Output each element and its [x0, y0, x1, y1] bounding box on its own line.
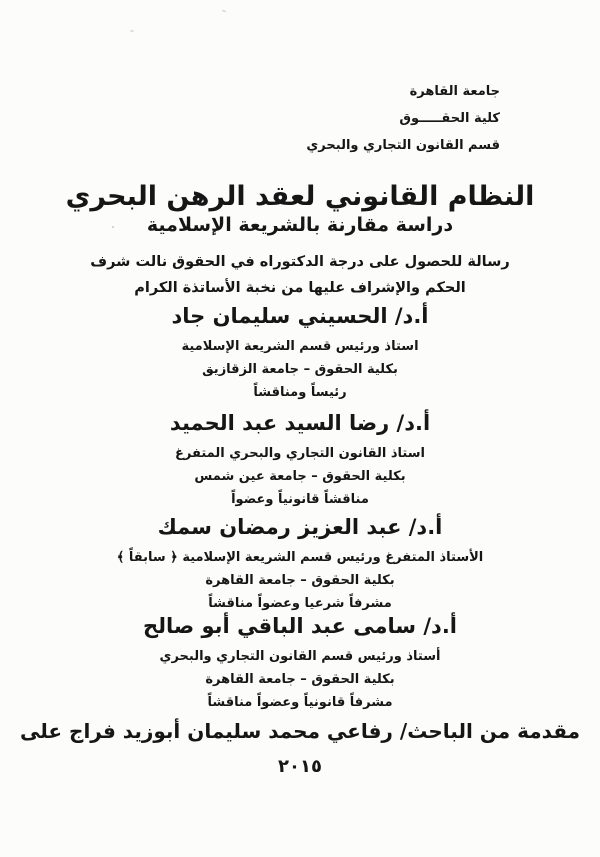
committee-member-2 — [0, 408, 600, 511]
professor-faculty: بكلية الحقوق – جامعة القاهرة — [205, 573, 395, 588]
professor-capacity: مناقشاً قانونياً وعضواً — [231, 492, 369, 507]
professor-capacity: مشرفاً شرعيا وعضواً مناقشاً — [208, 596, 392, 611]
statement-line-2: الحكم والإشراف عليها من نخبة الأساتذة الكرام — [134, 280, 466, 296]
statement-line-1: رسالة للحصول على درجة الدكتوراه في الحقوق نالت شرف — [90, 254, 510, 270]
professor-faculty: بكلية الحقوق – جامعة عين شمس — [194, 469, 406, 484]
committee-member-3 — [0, 512, 600, 615]
professor-role: الأستاذ المتفرغ ورئيس قسم الشريعة الإسلامية ﴿ سابقاً ﴾ — [116, 550, 484, 565]
professor-faculty: بكلية الحقوق – جامعة الزقازيق — [202, 362, 398, 377]
professor-name: أ.د/ سامى عبد الباقي أبو صالح — [143, 614, 457, 638]
professor-name: أ.د/ عبد العزيز رمضان سمك — [157, 515, 443, 539]
thesis-title: النظام القانوني لعقد الرهن البحري — [65, 181, 535, 212]
researcher-line: مقدمة من الباحث/ رفاعي محمد سليمان أبوزيد فراج على — [20, 719, 580, 743]
professor-role: أستاذ ورئيس قسم القانون التجاري والبحري — [159, 649, 441, 664]
thesis-subtitle: دراسة مقارنة بالشريعة الإسلامية — [146, 214, 454, 236]
professor-faculty: بكلية الحقوق – جامعة القاهرة — [205, 672, 395, 687]
professor-name: أ.د/ الحسيني سليمان جاد — [171, 304, 429, 328]
year: ٢٠١٥ — [278, 756, 322, 777]
university-name: جامعة القاهرة — [409, 84, 500, 99]
thesis-statement — [0, 249, 600, 301]
professor-name: أ.د/ رضا السيد عبد الحميد — [169, 411, 431, 435]
scan-speckle — [130, 30, 134, 33]
department-name: قسم القانون التجاري والبحري — [306, 138, 500, 153]
professor-capacity: رئيساً ومناقشاً — [253, 385, 347, 400]
faculty-name: كلية الحقـــــوق — [399, 111, 500, 126]
professor-role: استاذ القانون التجاري والبحري المتفرغ — [175, 446, 425, 461]
professor-role: استاذ ورئيس قسم الشريعة الإسلامية — [181, 339, 419, 354]
institution-header — [306, 78, 500, 159]
committee-member-4 — [0, 611, 600, 714]
committee-member-1 — [0, 301, 600, 404]
scan-speckle — [222, 9, 226, 12]
professor-capacity: مشرفاً قانونياً وعضواً مناقشاً — [207, 695, 393, 710]
